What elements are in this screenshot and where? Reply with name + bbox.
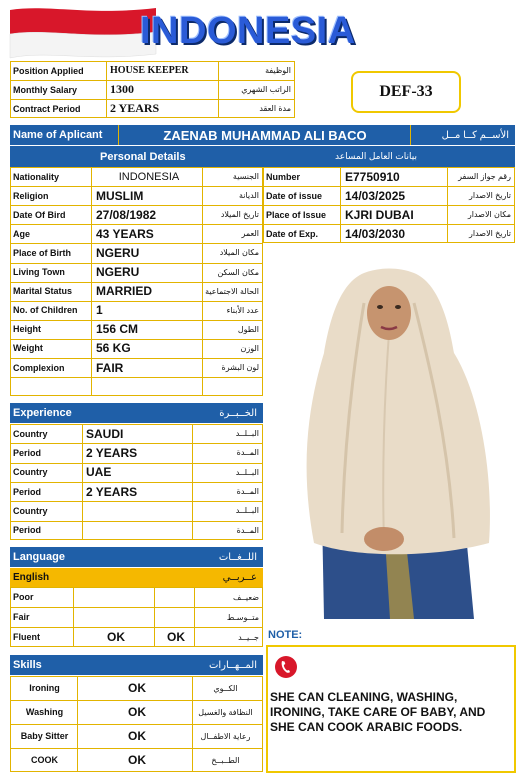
passport-arabic: رقم جواز السفر	[458, 172, 511, 181]
experience-arabic: المــدة	[236, 487, 259, 497]
job-arabic: الراتب الشهري	[241, 85, 291, 94]
language-level-label: Fluent	[13, 632, 40, 642]
skill-label: Ironing	[29, 683, 60, 693]
passport-value: 14/03/2030	[345, 226, 406, 241]
note-text: SHE CAN CLEANING, WASHING, IRONING, TAKE CARE OF BABY, AND SHE CAN COOK ARABIC FOODS.	[270, 690, 486, 734]
language-title: Language	[13, 551, 65, 563]
indonesia-flag-icon	[8, 4, 158, 60]
passport-label: Date of Exp.	[266, 228, 319, 239]
personal-value: NGERU	[96, 245, 140, 260]
experience-arabic: المــدة	[236, 525, 259, 535]
skill-value: OK	[128, 705, 146, 719]
reference-code-box	[351, 71, 461, 113]
personal-value: INDONESIA	[118, 170, 180, 183]
skill-arabic: الكــوي	[213, 683, 238, 693]
applicant-photo	[264, 243, 515, 619]
language-arabic-value	[154, 607, 194, 627]
skills-arabic: المــهــارات	[208, 659, 257, 671]
personal-label: Religion	[13, 190, 49, 201]
language-arabic: اللــغــات	[218, 551, 257, 563]
skill-label: Washing	[25, 707, 64, 717]
personal-arabic: العمر	[241, 229, 259, 239]
experience-label: Period	[13, 486, 42, 497]
column-divider	[192, 424, 193, 540]
column-divider	[447, 167, 448, 243]
language-arabic-label: عــربــي	[222, 572, 257, 583]
passport-arabic: مكان الاصدار	[467, 210, 511, 219]
language-english-value: OK	[107, 630, 125, 644]
personal-value: NGERU	[96, 265, 140, 280]
experience-label: Country	[13, 505, 48, 516]
experience-value	[82, 501, 192, 520]
personal-value: MUSLIM	[96, 188, 144, 203]
personal-label: Height	[13, 324, 41, 335]
passport-value: E7750910	[345, 169, 400, 184]
column-divider	[202, 167, 203, 396]
language-english-value	[74, 587, 154, 607]
experience-value: UAE	[86, 465, 112, 480]
experience-value: 2 YEARS	[86, 484, 138, 499]
job-arabic: الوظيفة	[265, 66, 291, 75]
language-arabic-value	[154, 587, 194, 607]
passport-value: 14/03/2025	[345, 188, 406, 203]
language-level-arabic: ضعيــف	[232, 592, 259, 602]
experience-arabic: البــلــد	[235, 467, 259, 477]
passport-label: Place of Issue	[266, 209, 327, 220]
skill-value: OK	[128, 681, 146, 695]
personal-value	[92, 377, 202, 396]
applicant-name-arabic: الأســم كــا مــل	[441, 129, 509, 141]
experience-label: Country	[13, 428, 48, 439]
language-english-label: English	[13, 572, 50, 583]
country-title: INDONESIA	[140, 10, 356, 52]
personal-value: 156 CM	[96, 322, 139, 337]
skill-value: OK	[128, 753, 146, 767]
personal-arabic: الحالة الاجتماعية	[205, 286, 259, 296]
language-level-label: Poor	[13, 592, 34, 602]
job-label: Contract Period	[13, 103, 81, 114]
experience-label: Period	[13, 525, 42, 536]
skill-arabic: النظافة والغسيل	[198, 707, 253, 717]
personal-value: FAIR	[96, 360, 124, 375]
personal-arabic: الجنسية	[232, 172, 259, 182]
experience-label: Period	[13, 447, 42, 458]
experience-title: Experience	[13, 407, 72, 419]
column-divider	[106, 61, 107, 118]
skill-arabic: الطــبــخ	[211, 755, 240, 765]
personal-value: 43 YEARS	[96, 226, 154, 241]
job-arabic: مدة العقد	[259, 104, 291, 113]
reference-code: DEF-33	[379, 83, 433, 100]
personal-arabic: الديانة	[238, 191, 259, 201]
personal-label: Age	[13, 228, 31, 239]
experience-arabic: البــلــد	[235, 506, 259, 516]
personal-label	[10, 377, 90, 396]
applicant-name-label: Name of Aplicant	[13, 129, 103, 141]
personal-label: Date Of Bird	[13, 209, 66, 220]
experience-arabic: الخــبــرة	[219, 407, 257, 419]
personal-arabic: مكان الميلاد	[219, 248, 259, 258]
job-value: HOUSE KEEPER	[110, 65, 189, 76]
language-level-label: Fair	[13, 612, 30, 622]
personal-value: 1	[96, 303, 103, 318]
personal-label: Nationality	[13, 171, 60, 182]
experience-arabic: المــدة	[236, 448, 259, 458]
personal-arabic: عدد الأبناء	[226, 305, 259, 315]
personal-details-arabic: بيانات العامل المساعد	[335, 151, 417, 161]
job-value: 2 YEARS	[110, 101, 160, 115]
personal-arabic: تاريخ الميلاد	[220, 210, 259, 220]
phone-icon	[274, 655, 298, 679]
personal-arabic: الطول	[237, 324, 259, 334]
column-divider	[154, 587, 155, 647]
skill-label: Baby Sitter	[20, 731, 69, 741]
skill-arabic: رعاية الاطفــال	[200, 731, 251, 741]
personal-value: 27/08/1982	[96, 207, 157, 222]
experience-value: SAUDI	[86, 426, 124, 441]
column-divider	[218, 61, 219, 118]
column-divider	[194, 587, 195, 647]
experience-arabic: البــلــد	[235, 429, 259, 439]
personal-value: MARRIED	[96, 284, 152, 299]
passport-label: Date of issue	[266, 190, 323, 201]
personal-label: No. of Children	[13, 305, 78, 316]
note-title: NOTE:	[268, 629, 303, 641]
personal-arabic: لون البشرة	[221, 363, 259, 373]
language-level-arabic: جــيــد	[238, 632, 259, 642]
personal-label: Place of Birth	[13, 247, 72, 258]
personal-arabic: مكان السكن	[217, 267, 259, 277]
job-label: Position Applied	[13, 65, 84, 76]
column-divider	[192, 676, 193, 772]
experience-label: Country	[13, 467, 48, 478]
skill-value: OK	[128, 729, 146, 743]
job-value: 1300	[110, 82, 134, 96]
passport-arabic: تاريخ الاصدار	[468, 191, 511, 200]
language-level-arabic: متــوسـط	[226, 612, 259, 622]
column-divider	[82, 424, 83, 540]
personal-label: Marital Status	[13, 286, 73, 297]
column-divider	[77, 676, 78, 772]
column-divider	[340, 167, 341, 243]
skills-title: Skills	[13, 659, 42, 671]
skill-label: COOK	[31, 755, 58, 765]
passport-label: Number	[266, 171, 301, 182]
passport-value: KJRI DUBAI	[345, 207, 414, 222]
experience-value: 2 YEARS	[86, 445, 138, 460]
language-english-value	[74, 607, 154, 627]
job-label: Monthly Salary	[13, 84, 78, 95]
experience-value	[82, 521, 192, 540]
personal-value: 56 KG	[96, 341, 131, 356]
applicant-name-value: ZAENAB MUHAMMAD ALI BACO	[163, 127, 367, 143]
language-arabic-value: OK	[167, 630, 185, 644]
personal-arabic	[202, 377, 262, 396]
personal-arabic: الوزن	[240, 343, 259, 353]
personal-label: Weight	[13, 343, 43, 354]
personal-label: Living Town	[13, 267, 65, 278]
personal-label: Complexion	[13, 362, 65, 373]
column-divider	[91, 167, 92, 396]
passport-arabic: تاريخ الاصدار	[468, 229, 511, 238]
column-divider	[73, 587, 74, 647]
personal-details-title: Personal Details	[100, 150, 186, 163]
